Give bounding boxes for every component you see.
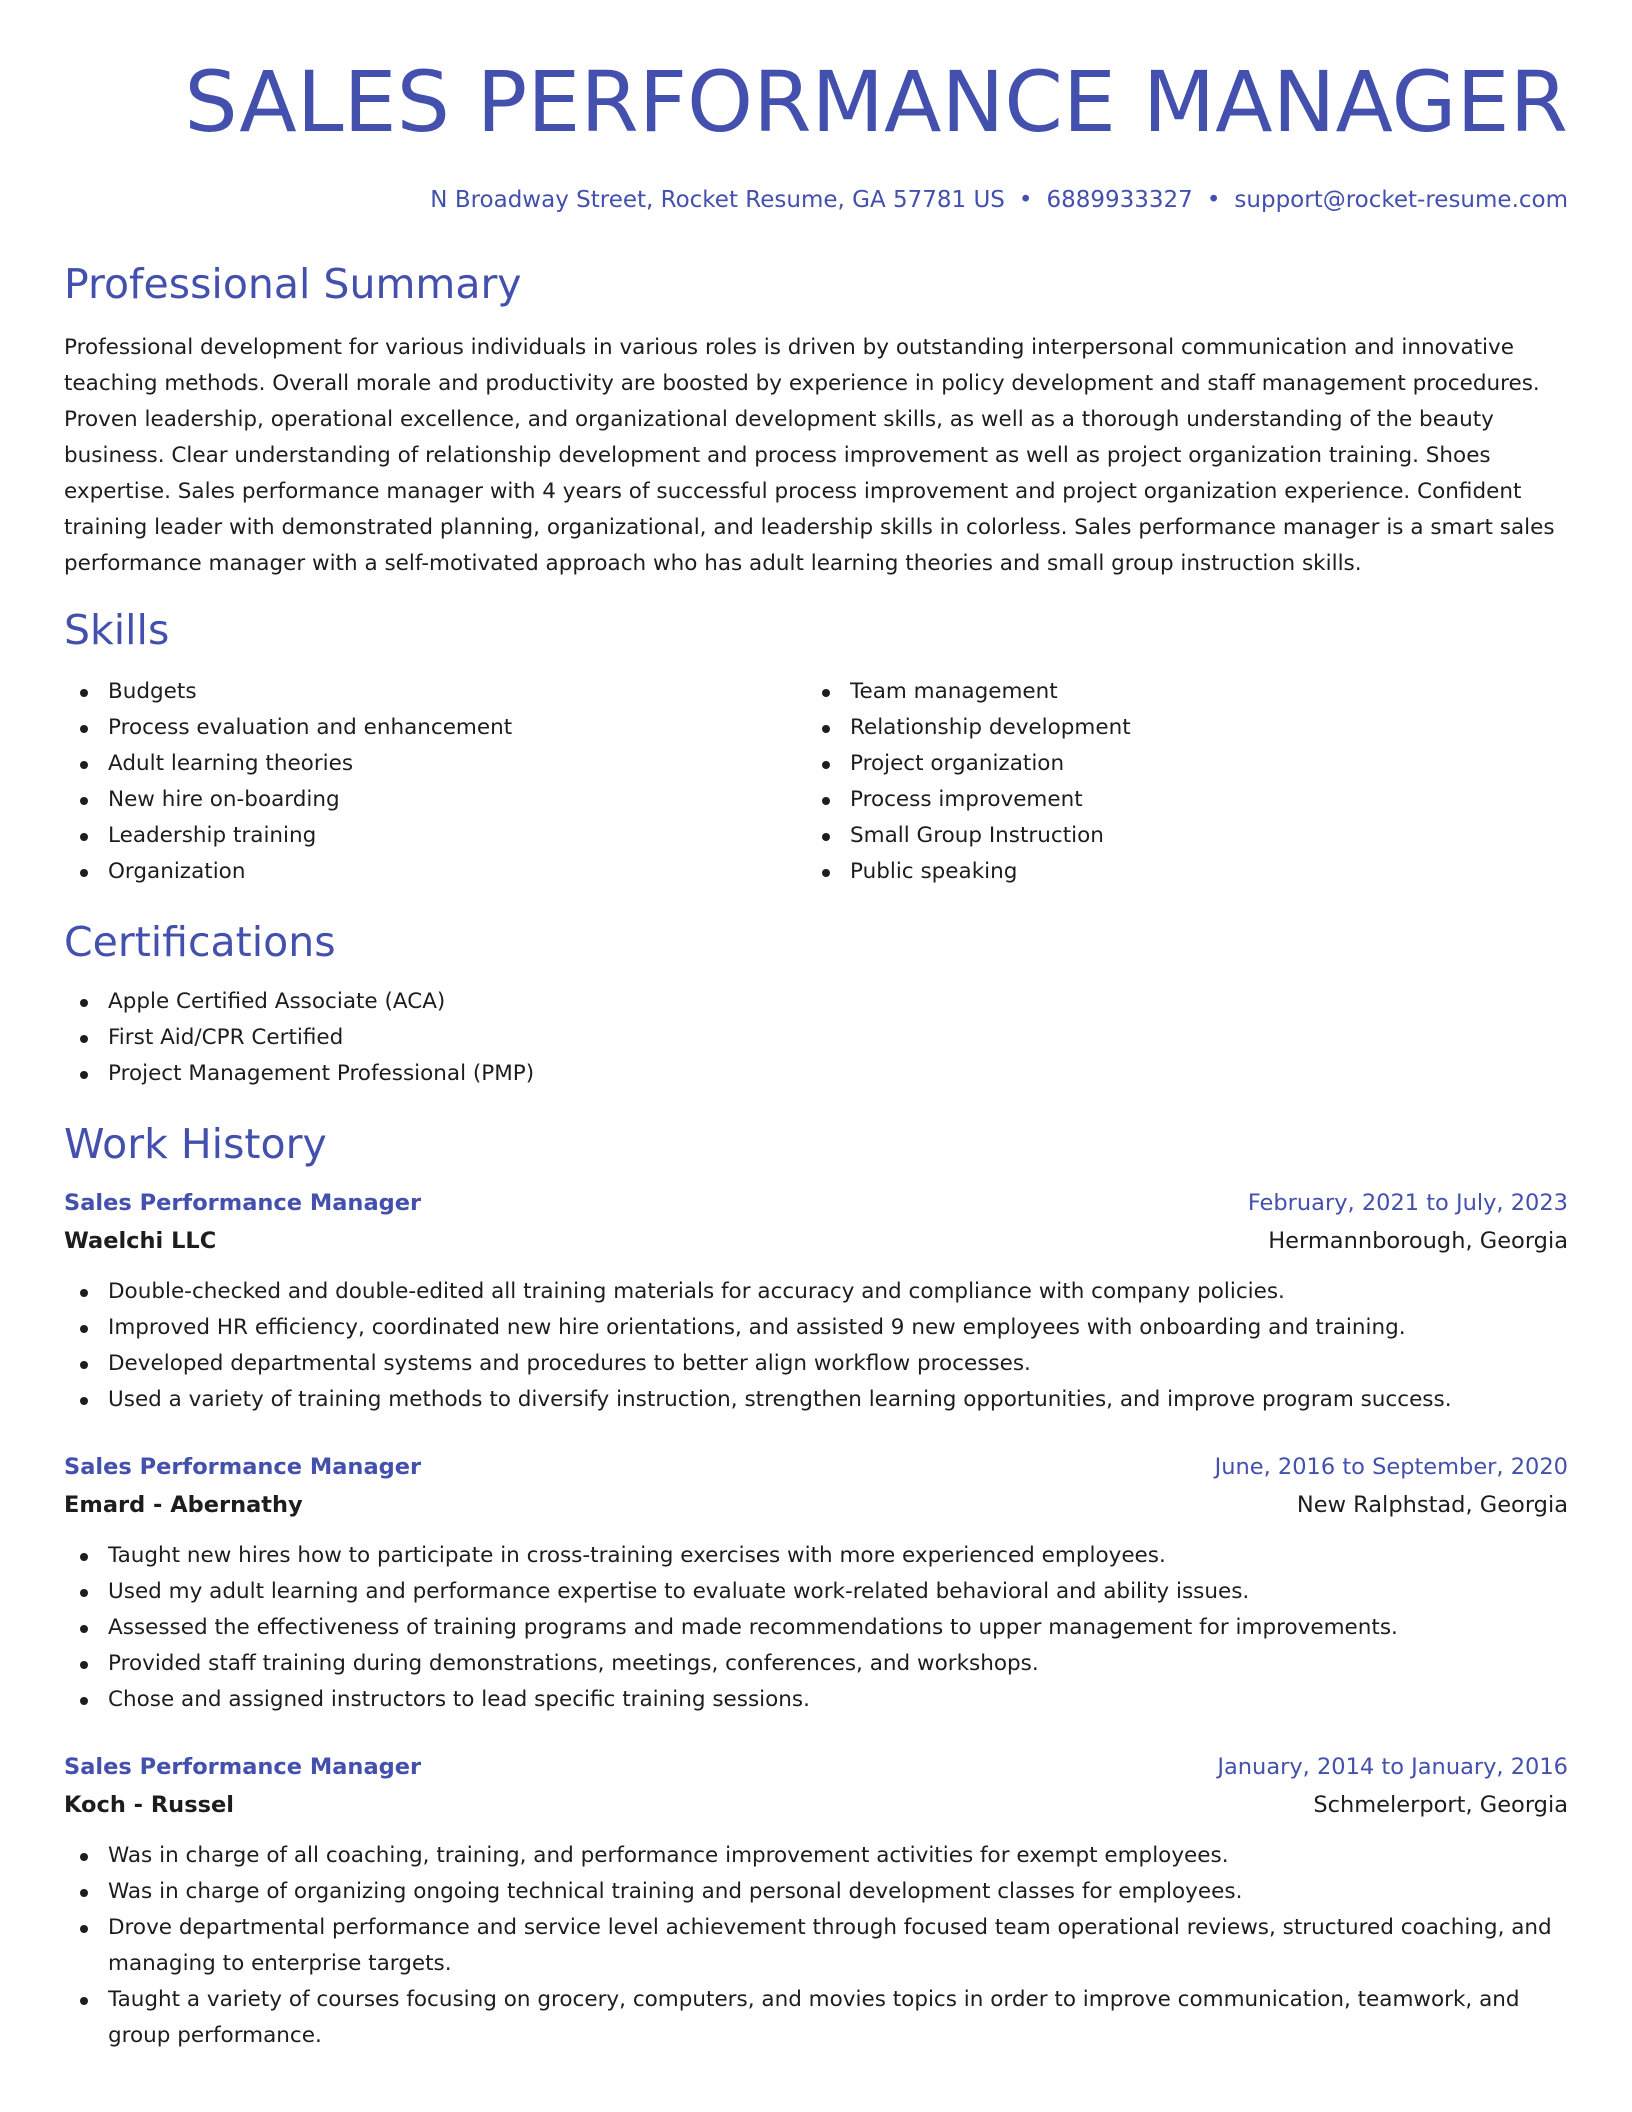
skills-list-left xyxy=(64,674,806,890)
job-bullet: Provided staff training during demonstrations, meetings, conferences, and workshops. xyxy=(64,1646,1568,1682)
job-bullet: Assessed the effectiveness of training programs and made recommendations to upper management for improvements. xyxy=(64,1610,1568,1646)
job-bullet: Double-checked and double-edited all training materials for accuracy and compliance with company policies. xyxy=(64,1274,1568,1310)
job-bullets xyxy=(64,1538,1568,1718)
section-title-certifications: Certifications xyxy=(64,918,336,966)
skills-grid xyxy=(64,674,1568,890)
skills-list-right xyxy=(806,674,1548,890)
job-bullet: Taught new hires how to participate in cross-training exercises with more experienced employees. xyxy=(64,1538,1568,1574)
job-entry xyxy=(64,1184,1568,1418)
section-title-work-history: Work History xyxy=(64,1120,327,1168)
address: N Broadway Street, Rocket Resume, GA 57781 US xyxy=(430,187,1005,213)
job-title: Sales Performance Manager xyxy=(64,1754,422,1780)
certification-item: First Aid/CPR Certified xyxy=(64,1020,1568,1056)
skill-item: Organization xyxy=(64,854,806,890)
job-entry xyxy=(64,1448,1568,1718)
job-bullets xyxy=(64,1838,1568,2054)
certification-item: Apple Certified Associate (ACA) xyxy=(64,984,1568,1020)
skill-item: Budgets xyxy=(64,674,806,710)
job-bullet: Used my adult learning and performance expertise to evaluate work-related behavioral and ability issues. xyxy=(64,1574,1568,1610)
job-bullets xyxy=(64,1274,1568,1418)
job-company: Emard - Abernathy xyxy=(64,1492,303,1518)
job-title: Sales Performance Manager xyxy=(64,1454,422,1480)
skill-item: Team management xyxy=(806,674,1548,710)
skill-item: Relationship development xyxy=(806,710,1548,746)
separator: • xyxy=(1018,187,1033,213)
job-header xyxy=(64,1748,1568,1786)
email-link[interactable]: support@rocket-resume.com xyxy=(1234,187,1568,213)
job-dates: January, 2014 to January, 2016 xyxy=(1217,1754,1568,1780)
job-subheader xyxy=(64,1222,1568,1260)
skills-section xyxy=(64,602,1568,890)
page-title: SALES PERFORMANCE MANAGER xyxy=(184,53,1568,151)
skill-item: Small Group Instruction xyxy=(806,818,1548,854)
skill-item: Project organization xyxy=(806,746,1548,782)
job-bullet: Was in charge of organizing ongoing technical training and personal development classes for employees. xyxy=(64,1874,1568,1910)
job-dates: February, 2021 to July, 2023 xyxy=(1247,1190,1568,1216)
separator: • xyxy=(1206,187,1221,213)
summary-section xyxy=(64,256,1568,582)
job-bullet: Drove departmental performance and service level achievement through focused team operational reviews, structured coaching, and managing to enterprise targets. xyxy=(64,1910,1568,1982)
skill-item: Leadership training xyxy=(64,818,806,854)
resume-page xyxy=(64,0,1568,2054)
section-title-skills: Skills xyxy=(64,606,170,654)
skill-item: Public speaking xyxy=(806,854,1548,890)
skill-item: Process evaluation and enhancement xyxy=(64,710,806,746)
skill-item: New hire on-boarding xyxy=(64,782,806,818)
job-bullet: Developed departmental systems and procedures to better align workflow processes. xyxy=(64,1346,1568,1382)
job-bullet: Chose and assigned instructors to lead specific training sessions. xyxy=(64,1682,1568,1718)
job-dates: June, 2016 to September, 2020 xyxy=(1214,1454,1568,1480)
certifications-section xyxy=(64,914,1568,1092)
job-header xyxy=(64,1184,1568,1222)
job-location: Schmelerport, Georgia xyxy=(1313,1792,1568,1818)
certifications-list xyxy=(64,984,1568,1092)
section-title-summary: Professional Summary xyxy=(64,260,522,308)
job-subheader xyxy=(64,1786,1568,1824)
skill-item: Adult learning theories xyxy=(64,746,806,782)
summary-text: Professional development for various individuals in various roles is driven by outstanding interpersonal communication and innovative teaching methods. Overall morale and productivity are boosted by experience in policy development and staff management procedures. Proven leadership, operational excellence, and organizational development skills, as well as a thorough understanding of the beauty business. Clear understanding of relationship development and process improvement as well as project organization training. Shoes expertise. Sales performance manager with 4 years of successful process improvement and project organization experience. Confident training leader with demonstrated planning, organizational, and leadership skills in colorless. Sales performance manager is a smart sales performance manager with a self-motivated approach who has adult learning theories and small group instruction skills. xyxy=(64,335,1555,576)
job-company: Waelchi LLC xyxy=(64,1228,217,1254)
job-subheader xyxy=(64,1486,1568,1524)
work-history-section xyxy=(64,1116,1568,2054)
contact-line xyxy=(64,182,1568,218)
job-title: Sales Performance Manager xyxy=(64,1190,422,1216)
job-location: Hermannborough, Georgia xyxy=(1268,1228,1568,1254)
job-bullet: Was in charge of all coaching, training, and performance improvement activities for exempt employees. xyxy=(64,1838,1568,1874)
job-bullet: Used a variety of training methods to diversify instruction, strengthen learning opportunities, and improve program success. xyxy=(64,1382,1568,1418)
job-bullet: Taught a variety of courses focusing on grocery, computers, and movies topics in order to improve communication, teamwork, and group performance. xyxy=(64,1982,1568,2054)
job-entry xyxy=(64,1748,1568,2054)
certification-item: Project Management Professional (PMP) xyxy=(64,1056,1568,1092)
job-location: New Ralphstad, Georgia xyxy=(1296,1492,1568,1518)
skill-item: Process improvement xyxy=(806,782,1548,818)
phone: 6889933327 xyxy=(1046,187,1193,213)
job-company: Koch - Russel xyxy=(64,1792,234,1818)
job-header xyxy=(64,1448,1568,1486)
job-bullet: Improved HR efficiency, coordinated new hire orientations, and assisted 9 new employees with onboarding and training. xyxy=(64,1310,1568,1346)
